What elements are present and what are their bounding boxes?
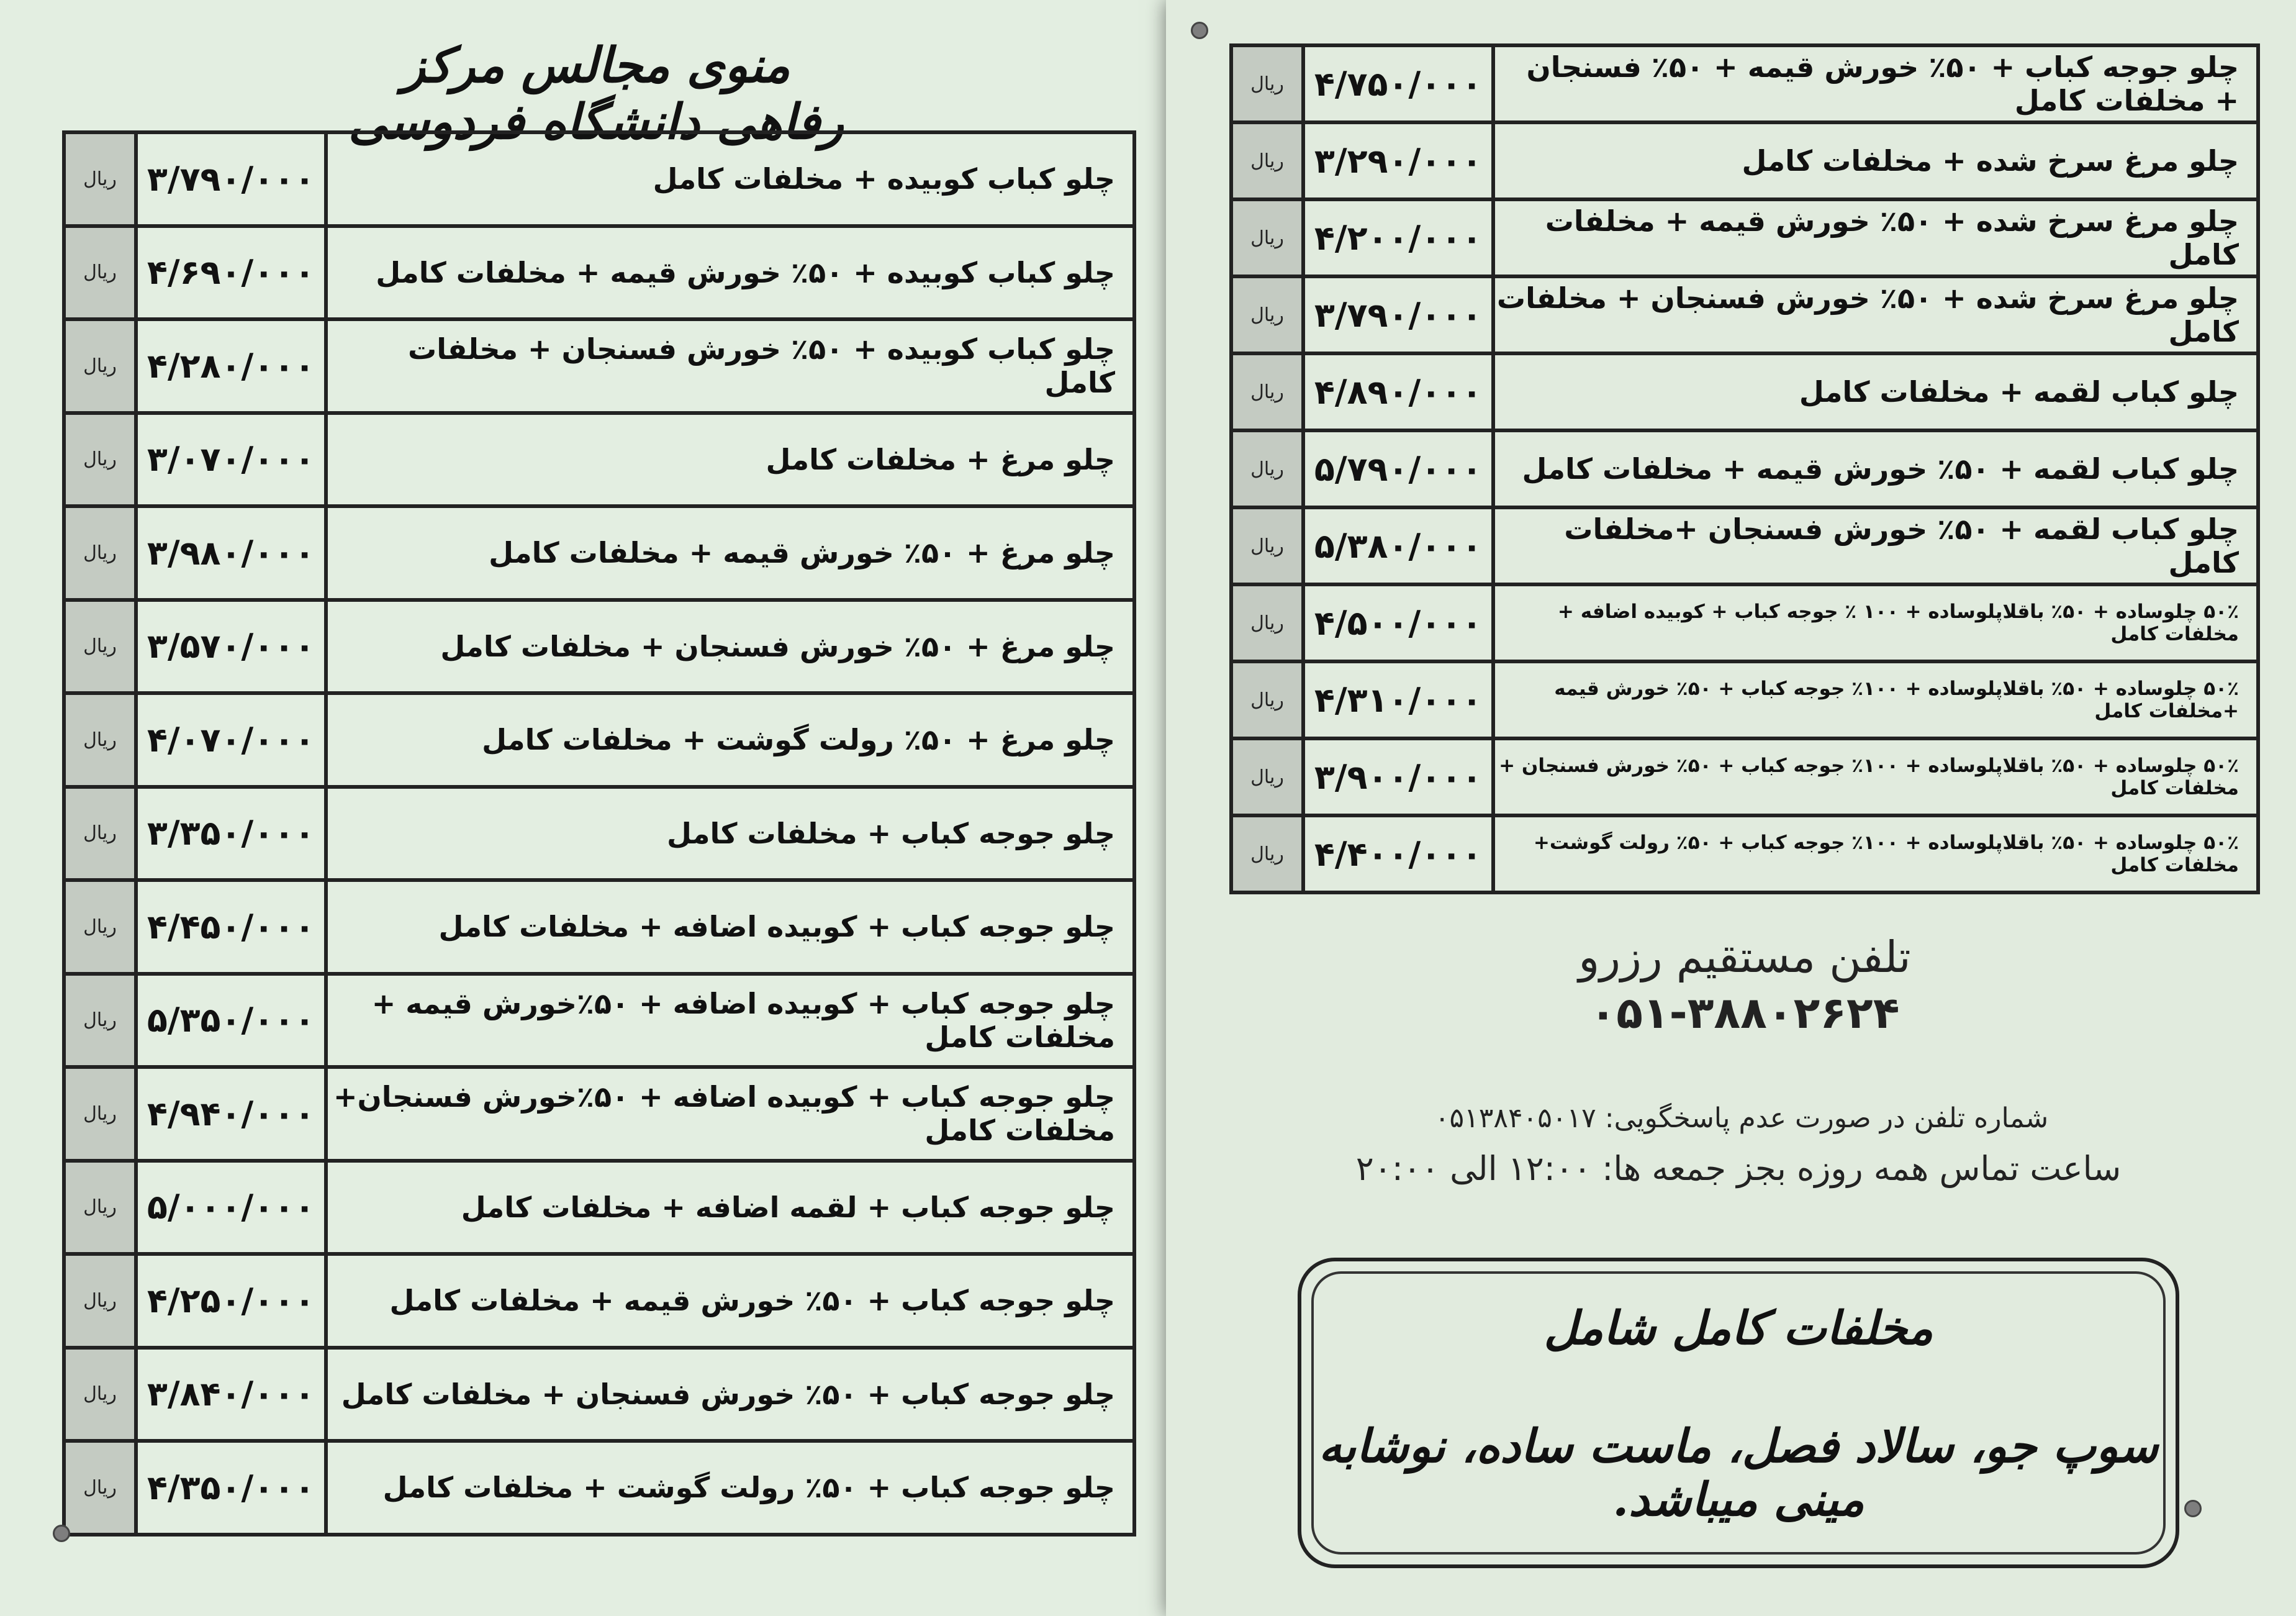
currency-unit: ریال (64, 1441, 136, 1535)
currency-unit: ریال (1231, 661, 1303, 738)
menu-row (64, 974, 1134, 1068)
item-description: چلو جوجه کباب + ۵۰٪ رولت گوشت + مخلفات کامل (326, 1441, 1134, 1535)
currency-unit: ریال (64, 974, 136, 1068)
reservation-phone-label: تلفن مستقیم رزرو (1578, 932, 1911, 983)
currency-unit: ریال (1231, 353, 1303, 430)
item-description: چلو جوجه کباب + کوبیده اضافه + ۵۰٪خورش فسنجان+ مخلفات کامل (326, 1067, 1134, 1161)
currency-unit: ریال (1231, 122, 1303, 199)
thumbtack-icon (53, 1525, 70, 1542)
item-price: ۴/۰۷۰/۰۰۰ (136, 693, 326, 787)
currency-unit: ریال (64, 600, 136, 694)
menu-row (64, 1441, 1134, 1535)
item-description: چلو مرغ + ۵۰٪ خورش قیمه + مخلفات کامل (326, 506, 1134, 600)
currency-unit: ریال (64, 132, 136, 226)
item-price: ۳/۸۴۰/۰۰۰ (136, 1348, 326, 1441)
item-price: ۳/۷۹۰/۰۰۰ (1303, 276, 1493, 353)
menu-row (1231, 353, 2258, 430)
contact-hours: ساعت تماس همه روزه بجز جمعه ها: ۱۲:۰۰ الی ۲۰:۰۰ (1355, 1149, 2122, 1188)
right-price-table (1229, 43, 2260, 894)
item-description: چلو کباب لقمه + مخلفات کامل (1493, 353, 2258, 430)
menu-row (1231, 584, 2258, 661)
currency-unit: ریال (64, 787, 136, 881)
menu-row (64, 132, 1134, 226)
included-sides-box (1298, 1258, 2179, 1568)
thumbtack-icon (1191, 22, 1208, 39)
currency-unit: ریال (64, 413, 136, 507)
currency-unit: ریال (64, 319, 136, 413)
currency-unit: ریال (64, 506, 136, 600)
item-price: ۳/۷۹۰/۰۰۰ (136, 132, 326, 226)
currency-unit: ریال (1231, 815, 1303, 892)
item-description: ۵۰٪ چلوساده + ۵۰٪ باقلاپلوساده + ۱۰۰ ٪ جوجه کباب + کوبیده اضافه + مخلفات کامل (1493, 584, 2258, 661)
currency-unit: ریال (64, 1161, 136, 1255)
item-price: ۴/۹۴۰/۰۰۰ (136, 1067, 326, 1161)
item-price: ۵/۳۸۰/۰۰۰ (1303, 507, 1493, 584)
item-price: ۳/۵۷۰/۰۰۰ (136, 600, 326, 694)
item-description: چلو جوجه کباب + ۵۰٪ خورش فسنجان + مخلفات کامل (326, 1348, 1134, 1441)
menu-title: منوی مجالس مرکز رفاهی دانشگاه فردوسی (348, 37, 844, 150)
menu-row (64, 413, 1134, 507)
item-price: ۵/۷۹۰/۰۰۰ (1303, 430, 1493, 507)
item-price: ۴/۴۰۰/۰۰۰ (1303, 815, 1493, 892)
included-sides-title: مخلفات کامل شامل (1543, 1302, 1933, 1355)
item-price: ۴/۵۰۰/۰۰۰ (1303, 584, 1493, 661)
item-price: ۳/۰۷۰/۰۰۰ (136, 413, 326, 507)
alternate-phone: شماره تلفن در صورت عدم پاسخگویی: ۰۵۱۳۸۴۰۵۰۱۷ (1434, 1102, 2049, 1134)
menu-row (64, 226, 1134, 320)
menu-row (64, 1161, 1134, 1255)
menu-row (1231, 815, 2258, 892)
item-price: ۳/۹۸۰/۰۰۰ (136, 506, 326, 600)
item-description: چلو جوجه کباب + مخلفات کامل (326, 787, 1134, 881)
menu-row (1231, 122, 2258, 199)
item-description: چلو کباب کوبیده + ۵۰٪ خورش قیمه + مخلفات کامل (326, 226, 1134, 320)
currency-unit: ریال (1231, 584, 1303, 661)
left-price-table (62, 130, 1136, 1537)
item-description: چلو کباب لقمه + ۵۰٪ خورش قیمه + مخلفات کامل (1493, 430, 2258, 507)
currency-unit: ریال (1231, 199, 1303, 276)
menu-row (1231, 45, 2258, 122)
item-price: ۳/۳۵۰/۰۰۰ (136, 787, 326, 881)
item-price: ۴/۳۵۰/۰۰۰ (136, 1441, 326, 1535)
menu-row (64, 880, 1134, 974)
item-description: چلو مرغ سرخ شده + ۵۰٪ خورش فسنجان + مخلفات کامل (1493, 276, 2258, 353)
currency-unit: ریال (64, 1254, 136, 1348)
menu-row (64, 693, 1134, 787)
menu-row (64, 319, 1134, 413)
menu-row (1231, 199, 2258, 276)
item-description: چلو جوجه کباب + ۵۰٪ خورش قیمه + مخلفات کامل (326, 1254, 1134, 1348)
menu-row (1231, 507, 2258, 584)
currency-unit: ریال (64, 693, 136, 787)
item-description: چلو جوجه کباب + کوبیده اضافه + ۵۰٪خورش قیمه + مخلفات کامل (326, 974, 1134, 1068)
item-price: ۵/۳۵۰/۰۰۰ (136, 974, 326, 1068)
item-price: ۳/۲۹۰/۰۰۰ (1303, 122, 1493, 199)
menu-row (64, 506, 1134, 600)
currency-unit: ریال (1231, 738, 1303, 815)
currency-unit: ریال (1231, 276, 1303, 353)
menu-row (64, 1067, 1134, 1161)
item-description: ۵۰٪ چلوساده + ۵۰٪ باقلاپلوساده + ۱۰۰٪ جوجه کباب + ۵۰٪ خورش قیمه +مخلفات کامل (1493, 661, 2258, 738)
item-price: ۴/۲۰۰/۰۰۰ (1303, 199, 1493, 276)
item-description: ۵۰٪ چلوساده + ۵۰٪ باقلاپلوساده + ۱۰۰٪ جوجه کباب + ۵۰٪ رولت گوشت+ مخلفات کامل (1493, 815, 2258, 892)
item-description: چلو مرغ + ۵۰٪ خورش فسنجان + مخلفات کامل (326, 600, 1134, 694)
item-price: ۴/۲۵۰/۰۰۰ (136, 1254, 326, 1348)
item-description: چلو کباب لقمه + ۵۰٪ خورش فسنجان +مخلفات کامل (1493, 507, 2258, 584)
currency-unit: ریال (64, 880, 136, 974)
item-price: ۴/۴۵۰/۰۰۰ (136, 880, 326, 974)
menu-row (1231, 276, 2258, 353)
menu-row (64, 1254, 1134, 1348)
reservation-phone-number: ۰۵۱-۳۸۸۰۲۶۲۴ (1589, 987, 1900, 1038)
currency-unit: ریال (1231, 507, 1303, 584)
item-description: چلو مرغ سرخ شده + ۵۰٪ خورش قیمه + مخلفات کامل (1493, 199, 2258, 276)
thumbtack-icon (2184, 1500, 2202, 1517)
currency-unit: ریال (1231, 430, 1303, 507)
menu-row (1231, 738, 2258, 815)
item-description: چلو جوجه کباب + لقمه اضافه + مخلفات کامل (326, 1161, 1134, 1255)
item-description: چلو مرغ + ۵۰٪ رولت گوشت + مخلفات کامل (326, 693, 1134, 787)
item-price: ۴/۷۵۰/۰۰۰ (1303, 45, 1493, 122)
item-description: چلو مرغ سرخ شده + مخلفات کامل (1493, 122, 2258, 199)
currency-unit: ریال (64, 1348, 136, 1441)
item-price: ۴/۸۹۰/۰۰۰ (1303, 353, 1493, 430)
menu-row (64, 1348, 1134, 1441)
included-sides-text: سوپ جو، سالاد فصل، ماست ساده، نوشابه مینی میباشد. (1318, 1420, 2159, 1527)
menu-row (64, 787, 1134, 881)
menu-row (1231, 430, 2258, 507)
currency-unit: ریال (64, 1067, 136, 1161)
menu-row (64, 600, 1134, 694)
item-price: ۴/۳۱۰/۰۰۰ (1303, 661, 1493, 738)
currency-unit: ریال (64, 226, 136, 320)
currency-unit: ریال (1231, 45, 1303, 122)
item-price: ۴/۶۹۰/۰۰۰ (136, 226, 326, 320)
item-description: چلو کباب کوبیده + مخلفات کامل (326, 132, 1134, 226)
item-description: چلو جوجه کباب + ۵۰٪ خورش قیمه + ۵۰٪ فسنجان + مخلفات کامل (1493, 45, 2258, 122)
item-price: ۴/۲۸۰/۰۰۰ (136, 319, 326, 413)
item-description: ۵۰٪ چلوساده + ۵۰٪ باقلاپلوساده + ۱۰۰٪ جوجه کباب + ۵۰٪ خورش فسنجان + مخلفات کامل (1493, 738, 2258, 815)
item-price: ۵/۰۰۰/۰۰۰ (136, 1161, 326, 1255)
item-description: چلو جوجه کباب + کوبیده اضافه + مخلفات کامل (326, 880, 1134, 974)
item-description: چلو کباب کوبیده + ۵۰٪ خورش فسنجان + مخلفات کامل (326, 319, 1134, 413)
item-description: چلو مرغ + مخلفات کامل (326, 413, 1134, 507)
item-price: ۳/۹۰۰/۰۰۰ (1303, 738, 1493, 815)
menu-row (1231, 661, 2258, 738)
